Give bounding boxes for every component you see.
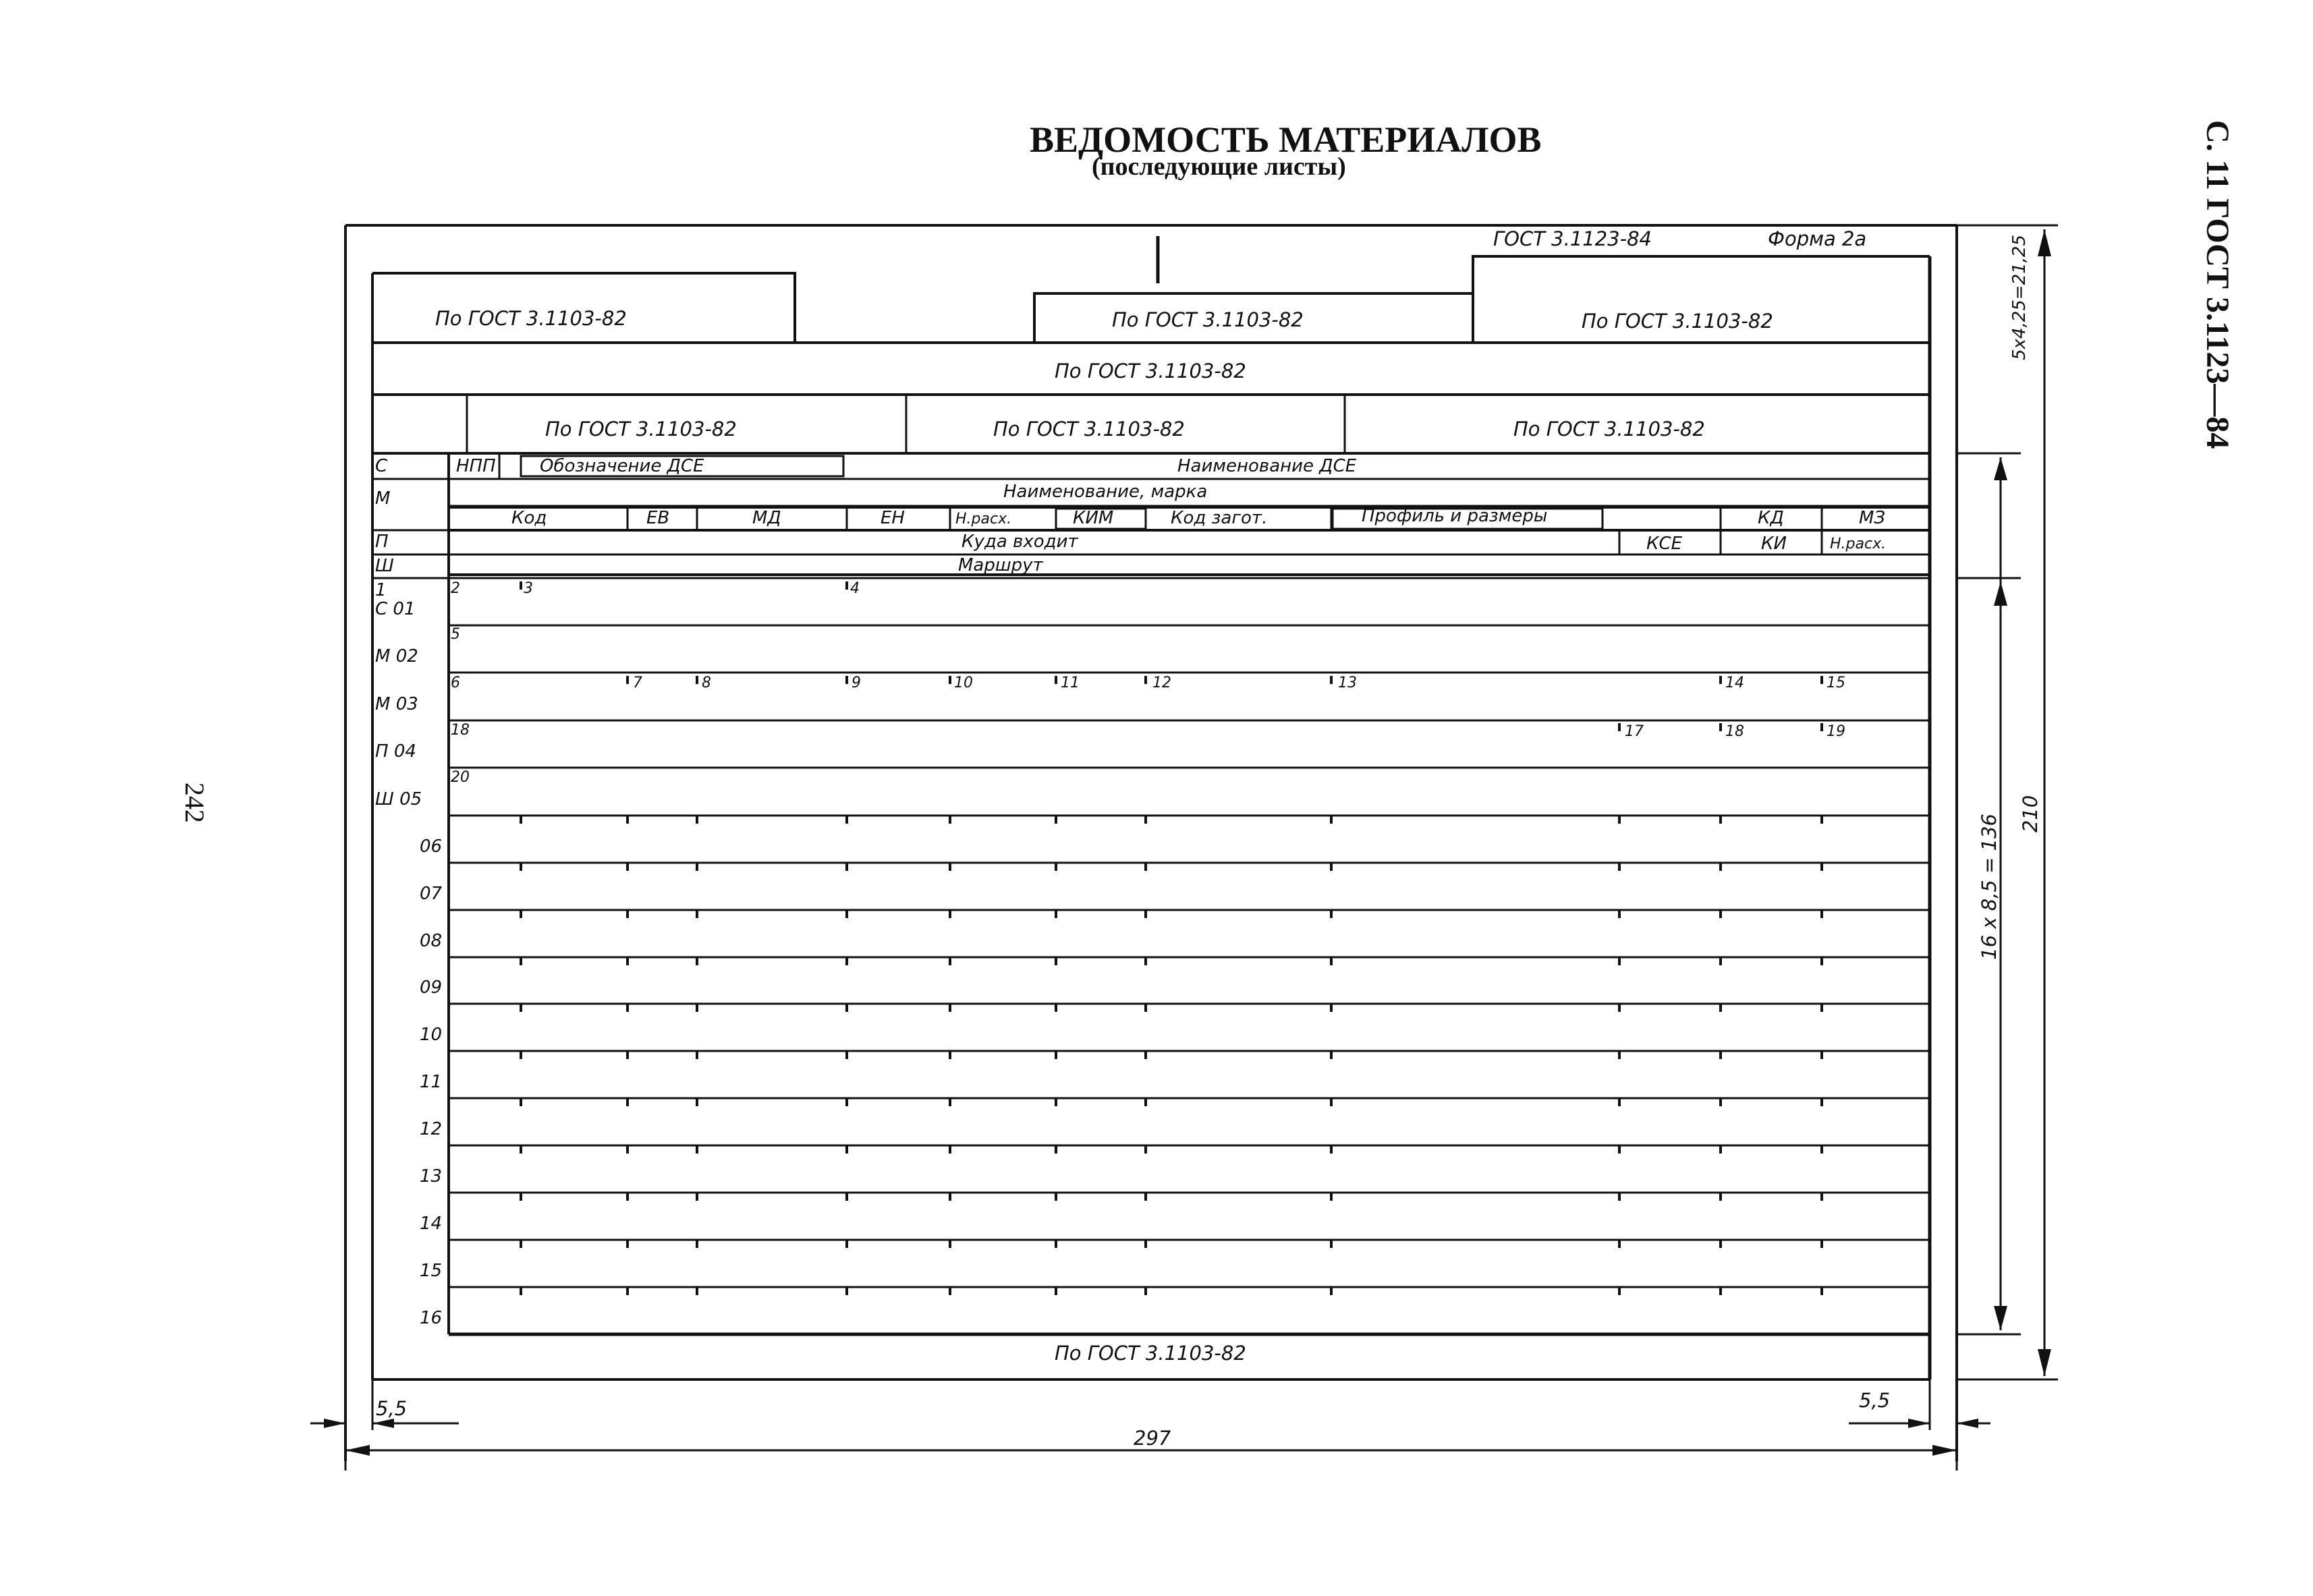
row-label-14: 14 <box>420 1214 443 1234</box>
ref-bottom: По ГОСТ 3.1103-82 <box>1055 1342 1246 1365</box>
field-number-10: 10 <box>954 675 973 691</box>
row-label-05: Ш 05 <box>375 789 422 809</box>
row-label-13: 13 <box>420 1166 443 1187</box>
row-label-06: 06 <box>420 836 443 857</box>
label-p: П <box>375 532 389 552</box>
field-number-12: 12 <box>1152 675 1171 691</box>
field-number-7: 7 <box>633 675 642 691</box>
dim-width: 297 <box>1134 1427 1171 1450</box>
row-label-07: 07 <box>420 884 443 904</box>
field-number-6: 6 <box>451 675 460 691</box>
label-nrash-2: Н.расх. <box>1830 536 1887 552</box>
field-number-15: 15 <box>1827 675 1845 691</box>
field-number-4: 4 <box>850 580 860 597</box>
label-en: ЕН <box>881 508 905 528</box>
label-oboznachenie: Обозначение ДСЕ <box>540 456 704 476</box>
page-subtitle: (последующие листы) <box>1092 152 1346 181</box>
page-side-header: С. 11 ГОСТ 3.1123—84 <box>2200 120 2235 449</box>
field-number-3: 3 <box>524 580 533 597</box>
label-ki: КИ <box>1761 534 1787 554</box>
form-gost-label: ГОСТ 3.1123-84 <box>1493 227 1652 250</box>
row-label-10: 10 <box>420 1025 443 1045</box>
label-sh: Ш <box>375 556 394 576</box>
label-kim: КИМ <box>1073 508 1114 528</box>
label-kod: Код <box>511 508 547 528</box>
ref-band-2-c: По ГОСТ 3.1103-82 <box>1513 418 1705 440</box>
field-number-14: 14 <box>1725 675 1744 691</box>
row-label-09: 09 <box>420 977 443 998</box>
field-number-18-a: 18 <box>451 722 470 739</box>
field-number-2: 2 <box>451 580 460 597</box>
label-s: С <box>375 456 388 476</box>
field-number-20: 20 <box>451 769 470 786</box>
label-md: МД <box>752 508 781 528</box>
ref-band-2-b: По ГОСТ 3.1103-82 <box>993 418 1185 440</box>
label-kod-zag: Код загот. <box>1171 508 1268 528</box>
dim-margin-left: 5,5 <box>376 1397 408 1420</box>
label-kd: КД <box>1758 508 1784 528</box>
dim-height: 210 <box>2019 795 2042 833</box>
dim-rows: 16 x 8,5 = 136 <box>1977 814 2001 960</box>
row-label-1: 1 <box>375 580 387 600</box>
field-number-18-b: 18 <box>1725 723 1744 740</box>
label-ev: ЕВ <box>646 508 670 528</box>
label-kse: КСЕ <box>1646 534 1683 554</box>
row-label-02: М 02 <box>375 646 418 666</box>
field-number-5: 5 <box>451 626 460 643</box>
row-label-11: 11 <box>420 1072 443 1092</box>
ref-top-right: По ГОСТ 3.1103-82 <box>1582 310 1773 333</box>
ref-band-2-a: По ГОСТ 3.1103-82 <box>545 418 737 440</box>
label-profil: Профиль и размеры <box>1362 506 1548 526</box>
row-label-12: 12 <box>420 1119 443 1139</box>
label-mz: МЗ <box>1859 508 1886 528</box>
label-kuda: Куда входит <box>962 532 1078 552</box>
row-label-03: М 03 <box>375 694 418 714</box>
label-marshrut: Маршрут <box>958 555 1043 575</box>
row-label-01: С 01 <box>375 599 416 619</box>
field-number-13: 13 <box>1338 675 1357 691</box>
row-label-04: П 04 <box>375 741 416 762</box>
field-number-19: 19 <box>1827 723 1845 740</box>
page-title: ВЕДОМОСТЬ МАТЕРИАЛОВ <box>1030 119 1542 160</box>
field-number-8: 8 <box>702 675 711 691</box>
page-number: 242 <box>179 782 210 823</box>
dim-top-bands: 5x4,25=21,25 <box>2009 234 2030 361</box>
row-label-15: 15 <box>420 1261 443 1281</box>
label-m: М <box>375 488 391 509</box>
field-number-11: 11 <box>1061 675 1080 691</box>
row-label-16: 16 <box>420 1308 443 1328</box>
row-label-08: 08 <box>420 931 443 951</box>
ref-top-left: По ГОСТ 3.1103-82 <box>435 307 627 330</box>
field-number-17: 17 <box>1625 723 1644 740</box>
dim-margin-right: 5,5 <box>1859 1389 1891 1412</box>
label-name-dse: Наименование ДСЕ <box>1177 456 1357 476</box>
ref-band-1: По ГОСТ 3.1103-82 <box>1055 360 1246 382</box>
field-number-9: 9 <box>852 675 861 691</box>
ref-top-middle: По ГОСТ 3.1103-82 <box>1112 308 1304 331</box>
label-name-mark: Наименование, марка <box>1003 482 1208 502</box>
label-nrash: Н.расх. <box>955 511 1012 528</box>
label-npp: НПП <box>456 456 496 476</box>
form-number-label: Форма 2а <box>1768 227 1867 250</box>
